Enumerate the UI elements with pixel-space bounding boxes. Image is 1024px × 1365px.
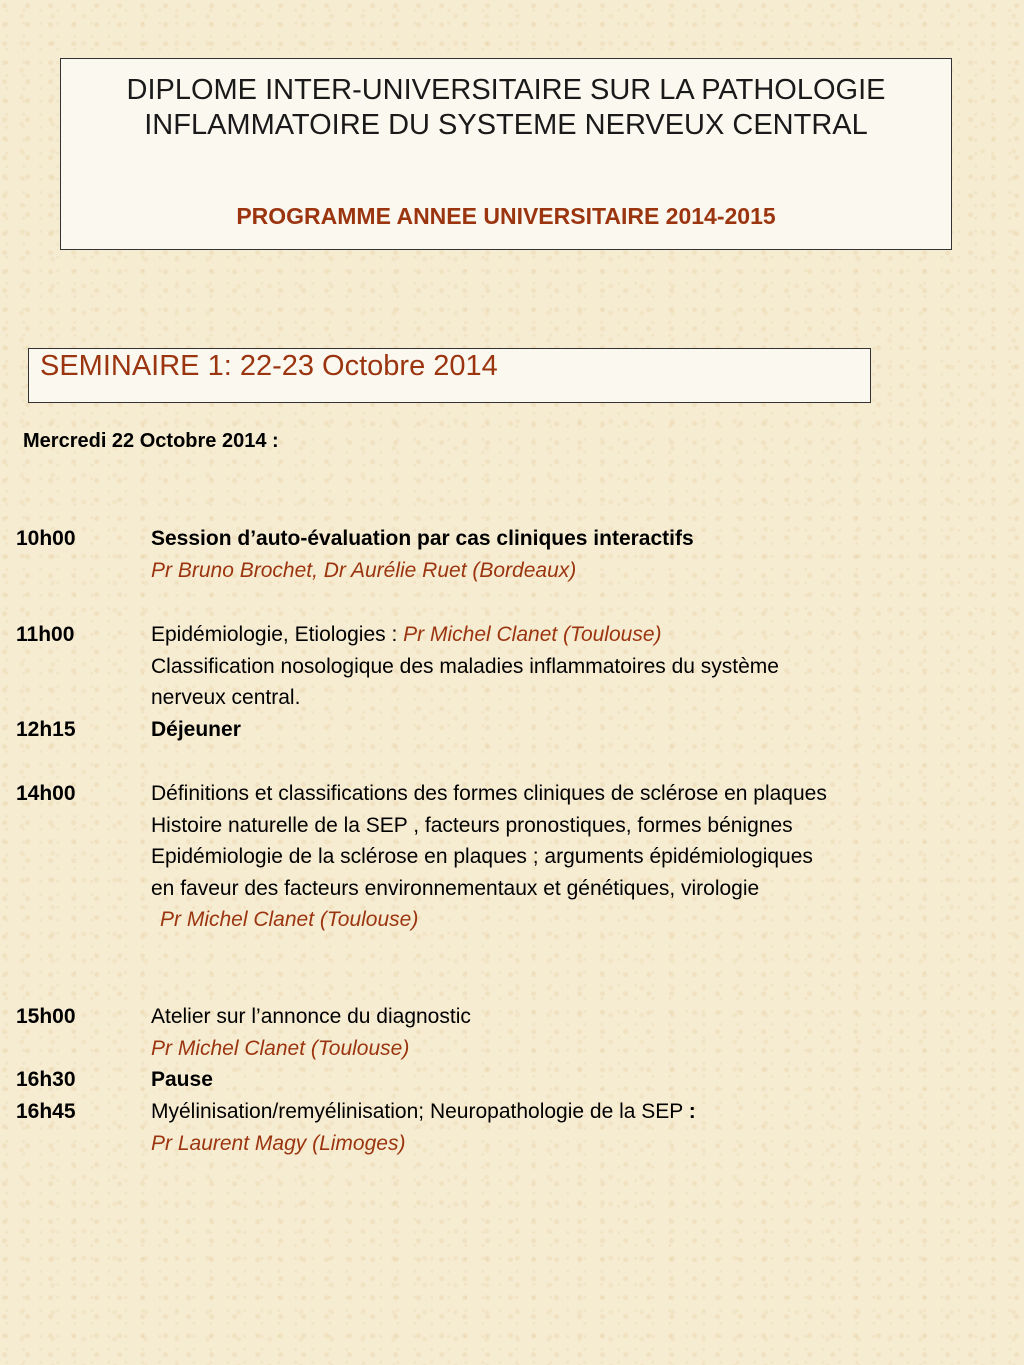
schedule-body [151,1064,1011,1096]
program-title: DIPLOME INTER-UNIVERSITAIRE SUR LA PATHOLOGIE INFLAMMATOIRE DU SYSTEME NERVEUX CENTRAL [126,74,886,141]
session-speaker: Pr Bruno Brochet, Dr Aurélie Ruet (Bordeaux) [151,558,577,582]
seminar-box [28,348,871,403]
schedule-body [151,714,1011,746]
schedule-body [151,1096,1011,1159]
session-topic: Définitions et classifications des formes cliniques de sclérose en plaques [151,782,827,805]
schedule-time: 11h00 [16,623,75,646]
topic-colon: : [688,1100,696,1123]
session-topic: Atelier sur l’annonce du diagnostic [151,1005,471,1028]
schedule-body [151,1001,1011,1064]
session-topic: Epidémiologie, Etiologies : [151,623,404,646]
session-topic: Session d’auto-évaluation par cas cliniques interactifs [151,527,694,550]
schedule-body [151,523,1011,586]
session-description: Epidémiologie de la sclérose en plaques ; arguments épidémiologiques [151,845,813,868]
session-description: en faveur des facteurs environnementaux et génétiques, virologie [151,876,760,900]
session-description: Histoire naturelle de la SEP , facteurs pronostiques, formes bénignes [151,813,793,837]
schedule-time: 15h00 [16,1005,76,1028]
session-description: Classification nosologique des maladies inflammatoires du système [151,654,779,678]
program-subtitle: PROGRAMME ANNEE UNIVERSITAIRE 2014-2015 [236,203,776,229]
session-speaker: Pr Laurent Magy (Limoges) [151,1131,406,1155]
session-topic-line [151,1096,1011,1128]
session-speaker: Pr Michel Clanet (Toulouse) [160,908,419,931]
schedule-body [151,619,1011,714]
schedule-body [151,778,1011,936]
seminar-title: SEMINAIRE 1: 22-23 Octobre 2014 [40,350,498,382]
schedule-time: 16h45 [16,1100,76,1123]
schedule-time: 12h15 [16,718,76,741]
session-speaker: Pr Michel Clanet (Toulouse) [151,1036,410,1060]
header-box [60,58,952,250]
day-title: Mercredi 22 Octobre 2014 : [23,430,279,452]
schedule-time: 14h00 [16,782,76,805]
schedule-time: 16h30 [16,1068,76,1091]
session-topic-line [151,619,1011,651]
session-speaker: Pr Michel Clanet (Toulouse) [403,623,662,646]
session-topic: Myélinisation/remyélinisation; Neuropathologie de la SEP [151,1100,689,1123]
session-description: nerveux central. [151,686,301,709]
schedule-time: 10h00 [16,527,76,550]
session-topic: Pause [151,1068,213,1091]
session-topic: Déjeuner [151,718,241,741]
